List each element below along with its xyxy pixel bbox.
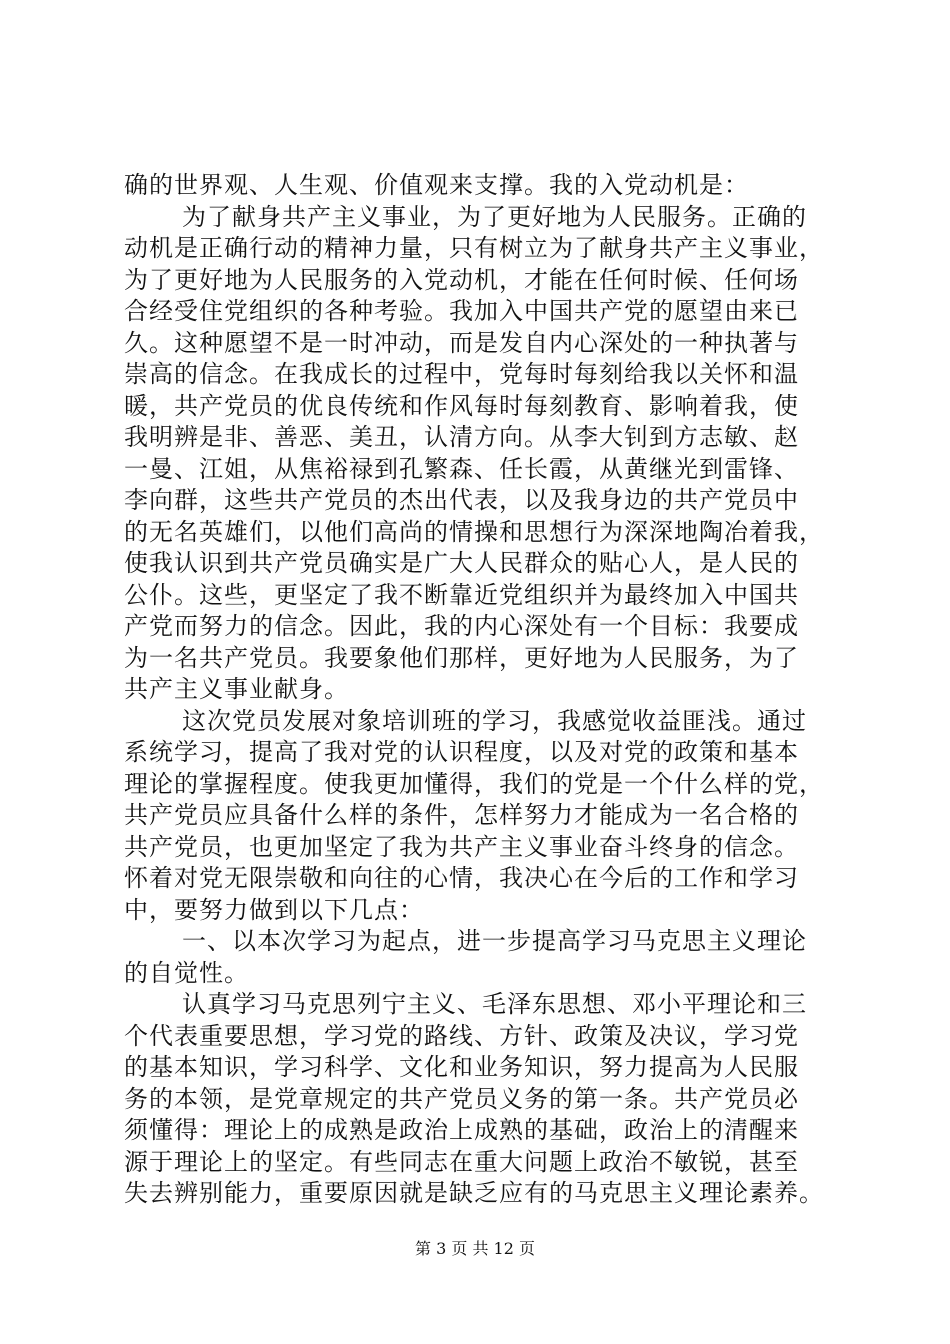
text-line: 合经受住党组织的各种考验。我加入中国共产党的愿望由来已: [124, 297, 799, 325]
text-line: 认真学习马克思列宁主义、毛泽东思想、邓小平理论和三: [182, 990, 807, 1018]
text-line: 系统学习，提高了我对党的认识程度，以及对党的政策和基本: [124, 738, 799, 766]
text-line: 为一名共产党员。我要象他们那样，更好地为人民服务，为了: [124, 643, 799, 672]
document-body: [124, 170, 844, 1210]
text-line: 这次党员发展对象培训班的学习，我感觉收益匪浅。通过: [182, 706, 807, 735]
page-number-footer: 第 3 页 共 12 页: [415, 1239, 535, 1258]
text-line: 共产党员，也更加坚定了我为共产主义事业奋斗终身的信念。: [124, 832, 799, 861]
text-line: 我明辨是非、善恶、美丑，认清方向。从李大钊到方志敏、赵: [124, 423, 799, 451]
text-line: 的基本知识，学习科学、文化和业务知识，努力提高为人民服: [124, 1053, 799, 1081]
text-line: 理论的掌握程度。使我更加懂得，我们的党是一个什么样的党，: [124, 769, 824, 798]
text-line: 须懂得：理论上的成熟是政治上成熟的基础，政治上的清醒来: [124, 1116, 799, 1144]
text-line: 久。这种愿望不是一时冲动，而是发自内心深处的一种执著与: [124, 328, 799, 357]
text-line: 动机是正确行动的精神力量，只有树立为了献身共产主义事业，: [124, 234, 824, 262]
text-line: 怀着对党无限崇敬和向往的心情，我决心在今后的工作和学习: [124, 864, 799, 892]
text-line: 个代表重要思想，学习党的路线、方针、政策及决议，学习党: [124, 1021, 799, 1050]
text-line: 中，要努力做到以下几点：: [124, 895, 424, 924]
text-line: 为了献身共产主义事业，为了更好地为人民服务。正确的: [182, 202, 807, 231]
text-line: 崇高的信念。在我成长的过程中，党每时每刻给我以关怀和温: [124, 360, 799, 388]
text-line: 一曼、江姐，从焦裕禄到孔繁森、任长霞，从黄继光到雷锋、: [124, 454, 799, 483]
text-line: 共产主义事业献身。: [124, 675, 349, 703]
text-line: 共产党员应具备什么样的条件，怎样努力才能成为一名合格的: [124, 801, 799, 829]
text-line: 失去辨别能力，重要原因就是缺乏应有的马克思主义理论素养。: [124, 1179, 824, 1207]
text-line: 确的世界观、人生观、价值观来支撑。我的入党动机是：: [124, 171, 749, 199]
text-line: 一、以本次学习为起点，进一步提高学习马克思主义理论: [182, 927, 807, 955]
text-line: 使我认识到共产党员确实是广大人民群众的贴心人，是人民的: [124, 549, 799, 577]
text-line: 为了更好地为人民服务的入党动机，才能在任何时候、任何场: [124, 265, 799, 294]
text-line: 暖，共产党员的优良传统和作风每时每刻教育、影响着我，使: [124, 391, 799, 420]
text-line: 的自觉性。: [124, 958, 249, 987]
text-line: 务的本领，是党章规定的共产党员义务的第一条。共产党员必: [124, 1084, 799, 1113]
text-line: 公仆。这些，更坚定了我不断靠近党组织并为最终加入中国共: [124, 580, 799, 609]
text-line: 源于理论上的坚定。有些同志在重大问题上政治不敏锐，甚至: [124, 1147, 799, 1176]
text-line: 产党而努力的信念。因此，我的内心深处有一个目标：我要成: [124, 612, 799, 640]
text-line: 李向群，这些共产党员的杰出代表，以及我身边的共产党员中: [124, 486, 799, 514]
text-line: 的无名英雄们，以他们高尚的情操和思想行为深深地陶冶着我，: [124, 517, 824, 546]
